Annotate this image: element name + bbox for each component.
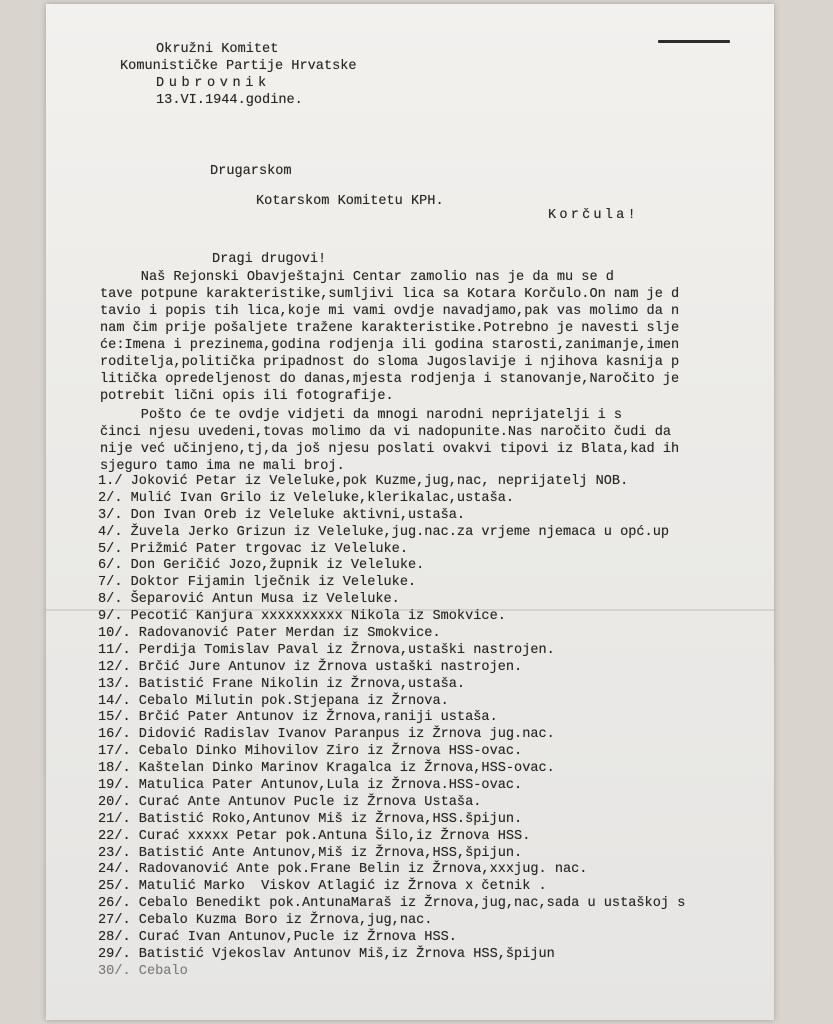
list-item: 15/. Brčić Pater Antunov iz Žrnova,raniji ustaša. — [98, 710, 498, 726]
letter-page — [46, 4, 774, 1020]
body-line: nam čim prije pošaljete tražene karakteristike.Potrebno je navesti slje — [100, 321, 680, 336]
body-line: roditelja,politička pripadnost do sloma Jugoslavije i njihova kasnija p — [100, 355, 680, 370]
list-item: 17/. Cebalo Dinko Mihovilov Ziro iz Žrnova HSS-ovac. — [98, 744, 523, 760]
body-line: nije već učinjeno,tj,da još njesu poslati ovakvi tipovi iz Blata,kad ih — [100, 442, 680, 457]
list-item: 20/. Curać Ante Antunov Pucle iz Žrnova Ustaša. — [98, 794, 482, 810]
list-item: 24/. Radovanović Ante pok.Frane Belin iz Žrnova,xxxjug. nac. — [98, 862, 588, 878]
list-item: 28/. Curać Ivan Antunov,Pucle iz Žrnova HSS. — [98, 930, 457, 946]
body-line: tave potpune karakteristike,sumljivi lica sa Kotara Korčulo.On nam je d — [100, 287, 680, 302]
body-line: će:Imena i prezinema,godina rodjenja ili godina starosti,zanimanje,imen — [100, 338, 680, 353]
list-item: 1./ Joković Petar iz Veleluke,pok Kuzme,jug,nac, neprijatelj NOB. — [98, 474, 629, 489]
date-line: 13.VI.1944.godine. — [156, 93, 303, 108]
corner-dash-mark — [658, 40, 730, 43]
list-item: 27/. Cebalo Kuzma Boro iz Žrnova,jug,nac. — [98, 913, 433, 929]
list-item: 10/. Radovanović Pater Merdan iz Smokvice. — [98, 626, 441, 642]
list-item: 13/. Batistić Frane Nikolin iz Žrnova,ustaša. — [98, 676, 466, 692]
org-line-2: Komunističke Partije Hrvatske — [120, 59, 357, 74]
list-item: 29/. Batistić Vjekoslav Antunov Miš,iz Žrnova HSS,špijun — [98, 946, 555, 962]
list-item: 18/. Kaštelan Dinko Marinov Kragalca iz Žrnova,HSS-ovac. — [98, 761, 555, 777]
list-item: 22/. Curać xxxxx Petar pok.Antuna Šilo,iz Žrnova HSS. — [98, 828, 531, 844]
list-item: 5/. Prižmić Pater trgovac iz Veleluke. — [98, 541, 408, 557]
list-item: 19/. Matulica Pater Antunov,Lula iz Žrnova.HSS-ovac. — [98, 778, 523, 794]
body-line: činci njesu uvedeni,tovas molimo da vi nadopunite.Nas naročito čudi da — [100, 425, 672, 440]
body-line: tavio i popis tih lica,koje mi vami ovdje navadjamo,pak vas molimo da n — [100, 304, 680, 319]
list-item: 14/. Cebalo Milutin pok.Stjepana iz Žrnova. — [98, 693, 449, 709]
addressee-line-1: Drugarskom — [210, 164, 292, 179]
list-item: 2/. Mulić Ivan Grilo iz Veleluke,klerikalac,ustaša. — [98, 490, 515, 506]
suspect-list — [98, 474, 774, 981]
body-line: Pošto će te ovdje vidjeti da mnogi narodni neprijatelji i s — [100, 408, 623, 423]
list-item: 26/. Cebalo Benedikt pok.AntunaMaraš iz Žrnova,jug,nac,sada u ustaškoj s — [98, 896, 686, 912]
list-item: 12/. Brčić Jure Antunov iz Žrnova ustaški nastrojen. — [98, 659, 523, 675]
greeting: Dragi drugovi! — [212, 252, 327, 267]
list-item: 11/. Perdija Tomislav Paval iz Žrnova,ustaški nastrojen. — [98, 642, 555, 658]
list-item: 16/. Didović Radislav Ivanov Paranpus iz Žrnova jug.nac. — [98, 727, 555, 743]
list-item: 9/. Pecotić Kanjura xxxxxxxxxx Nikola iz Smokvice. — [98, 609, 506, 625]
list-item: 6/. Don Geričić Jozo,župnik iz Veleluke. — [98, 558, 425, 574]
addressee-line-3: Korčula! — [548, 208, 639, 223]
list-item: 30/. Cebalo — [98, 963, 188, 979]
org-line-1: Okružni Komitet — [156, 42, 279, 57]
addressee-line-2: Kotarskom Komitetu KPH. — [256, 194, 444, 209]
list-item: 21/. Batistić Roko,Antunov Miš iz Žrnova,HSS.špijun. — [98, 811, 523, 827]
body-line: potrebit lični opis ili fotografije. — [100, 389, 394, 404]
list-item: 23/. Batistić Ante Antunov,Miš iz Žrnova,HSS,špijun. — [98, 845, 523, 861]
list-item: 8/. Šeparović Antun Musa iz Veleluke. — [98, 592, 400, 608]
body-line: sjeguro tamo ima ne mali broj. — [100, 459, 345, 474]
list-item: 3/. Don Ivan Oreb iz Veleluke aktivni,ustaša. — [98, 507, 466, 523]
list-item: 25/. Matulić Marko Viskov Atlagić iz Žrnova x četnik . — [98, 879, 547, 895]
city-line: Dubrovnik — [156, 76, 271, 91]
body-line: Naš Rejonski Obavještajni Centar zamolio nas je da mu se d — [100, 270, 614, 285]
list-item: 7/. Doktor Fijamin lječnik iz Veleluke. — [98, 575, 417, 591]
list-item: 4/. Žuvela Jerko Grizun iz Veleluke,jug.nac.za vrjeme njemaca u opć.up — [98, 524, 670, 540]
body-line: litička opredeljenost do danas,mjesta rodjenja i stanovanje,Naročito je — [100, 372, 680, 387]
